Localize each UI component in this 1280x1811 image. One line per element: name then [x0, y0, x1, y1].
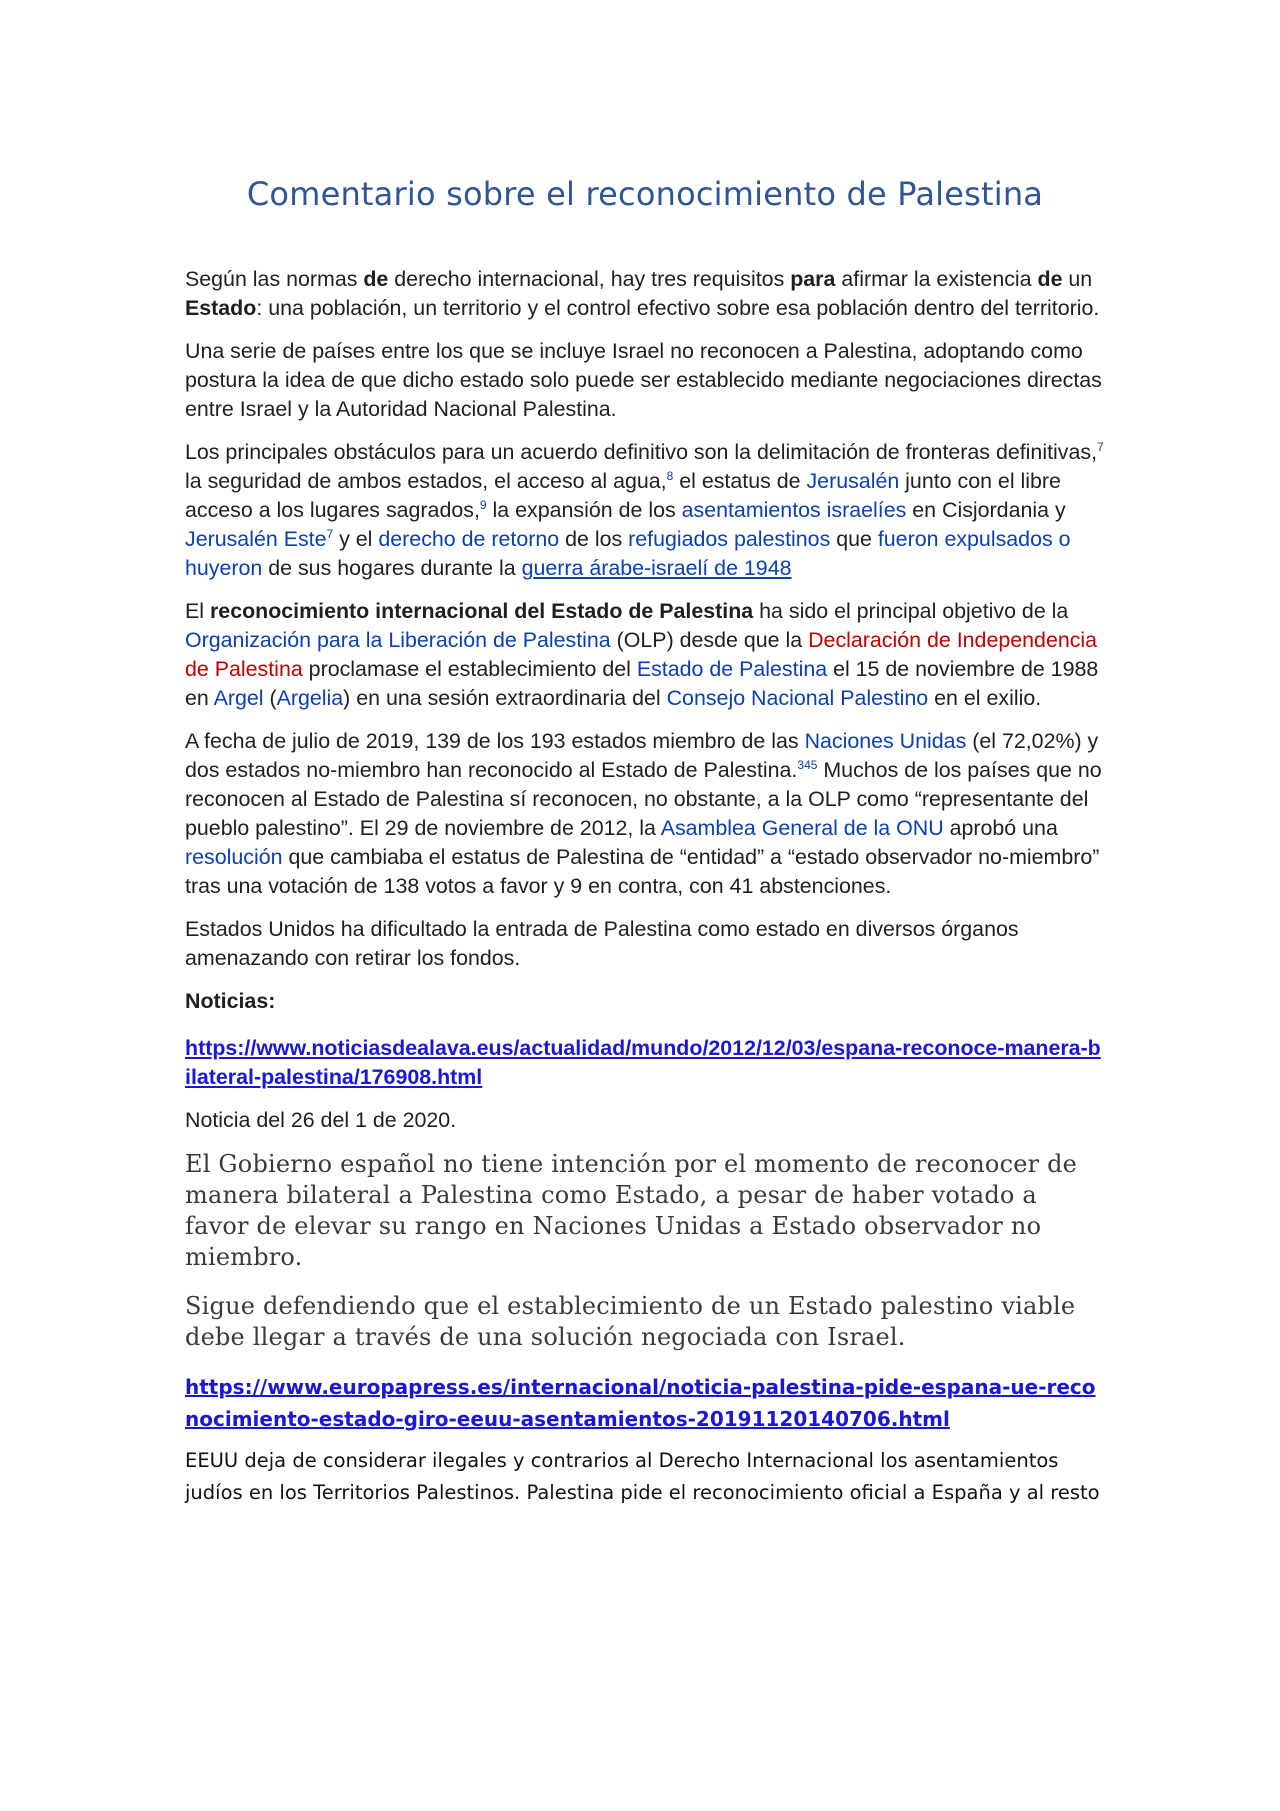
- link-resolucion[interactable]: resolución: [185, 845, 283, 869]
- paragraph-reconocimiento: [185, 597, 1105, 713]
- text: la seguridad de ambos estados, el acceso al agua,: [185, 469, 667, 493]
- text: en el exilio.: [928, 686, 1042, 710]
- bold-text: para: [790, 267, 836, 291]
- text: y el: [333, 527, 379, 551]
- news-link2-paragraph: [185, 1371, 1105, 1435]
- link-argelia[interactable]: Argelia: [276, 686, 344, 710]
- link-consejo-nacional[interactable]: Consejo Nacional Palestino: [666, 686, 929, 710]
- text: derecho internacional, hay tres requisitos: [388, 267, 791, 291]
- link-asentamientos[interactable]: asentamientos israelíes: [681, 498, 907, 522]
- text: aprobó una: [943, 816, 1058, 840]
- text: el 15 de noviembre de 1988 en: [185, 657, 1099, 710]
- text: Muchos de los países que no reconocen al Estado de Palestina sí reconocen, no obstante, a la OLP como “representante del pueblo palestino”. El 29 de noviembre de 2012, la: [185, 758, 1102, 840]
- text: Los principales obstáculos para un acuerdo definitivo son la delimitación de fronteras definitivas,: [185, 440, 1098, 464]
- link-estado-palestina[interactable]: Estado de Palestina: [636, 657, 828, 681]
- text: el estatus de: [673, 469, 807, 493]
- link-argel[interactable]: Argel: [213, 686, 264, 710]
- bold-text: reconocimiento internacional del Estado de Palestina: [209, 599, 754, 623]
- text: de sus hogares durante la: [262, 556, 522, 580]
- text: A fecha de julio de 2019, 139 de los 193 estados miembro de las: [185, 729, 805, 753]
- text: de los: [559, 527, 629, 551]
- bold-text: de: [363, 267, 389, 291]
- text: afirmar la existencia: [835, 267, 1038, 291]
- footnote-ref[interactable]: 7: [326, 526, 334, 541]
- link-naciones-unidas[interactable]: Naciones Unidas: [804, 729, 967, 753]
- bold-text: de: [1037, 267, 1063, 291]
- link-jerusalen-este[interactable]: Jerusalén Este: [185, 527, 327, 551]
- text: junto con el libre acceso a los lugares sagrados,: [185, 469, 1061, 522]
- paragraph-estados-unidos: Estados Unidos ha dificultado la entrada de Palestina como estado en diversos órganos amenazando con retirar los fondos.: [185, 917, 1019, 970]
- text: ha sido el principal objetivo de la: [753, 599, 1069, 623]
- text: en Cisjordania y: [906, 498, 1066, 522]
- link-olp[interactable]: Organización para la Liberación de Palestina: [185, 628, 611, 652]
- document-page: [185, 175, 1105, 1523]
- text: (el 72,02%) y dos estados no-miembro han reconocido al Estado de Palestina.: [185, 729, 1099, 782]
- footnote-ref[interactable]: 9: [479, 497, 487, 512]
- text: un: [1062, 267, 1093, 291]
- document-title: Comentario sobre el reconocimiento de Palestina: [246, 175, 1044, 213]
- text: (OLP) desde que la: [610, 628, 809, 652]
- link-declaracion-independencia[interactable]: Declaración de Independencia de Palestina: [185, 628, 1098, 681]
- link-asamblea-general[interactable]: Asamblea General de la ONU: [660, 816, 944, 840]
- link-refugiados[interactable]: refugiados palestinos: [628, 527, 831, 551]
- link-jerusalen[interactable]: Jerusalén: [806, 469, 900, 493]
- text: que: [830, 527, 878, 551]
- paragraph-naciones-unidas: [185, 727, 1105, 901]
- quote-gobierno: El Gobierno español no tiene intención por el momento de reconocer de manera bilateral a Palestina como Estado, a pesar de haber votado a favor de elevar su rango en Naciones Unidas a Estado observador no miembro.: [185, 1150, 1078, 1271]
- footnote-ref[interactable]: 8: [666, 468, 674, 483]
- link-derecho-retorno[interactable]: derecho de retorno: [378, 527, 560, 551]
- text: : una población, un territorio y el control efectivo sobre esa población dentro del territorio.: [256, 296, 1100, 320]
- paragraph-obstaculos: [185, 438, 1105, 583]
- news-link-paragraph: [185, 1034, 1105, 1092]
- footnote-ref[interactable]: 7: [1097, 439, 1104, 454]
- news-date: Noticia del 26 del 1 de 2020.: [185, 1108, 457, 1132]
- text: la expansión de los: [486, 498, 682, 522]
- text: que cambiaba el estatus de Palestina de “entidad” a “estado observador no-miembro” tras una votación de 138 votos a favor y 9 en contra, con 41 abstenciones.: [185, 845, 1100, 898]
- text: Según las normas: [185, 267, 364, 291]
- text: (: [263, 686, 277, 710]
- text: El: [185, 599, 210, 623]
- link-guerra-1948[interactable]: guerra árabe-israelí de 1948: [521, 556, 792, 580]
- quote-solucion: Sigue defendiendo que el establecimiento de un Estado palestino viable debe llegar a través de una solución negociada con Israel.: [185, 1292, 1076, 1351]
- link-expulsados[interactable]: fueron expulsados o huyeron: [185, 527, 1071, 580]
- paragraph-eeuu: EEUU deja de considerar ilegales y contrarios al Derecho Internacional los asentamientos judíos en los Territorios Palestinos. Palestina pide el reconocimiento oficial a España y al resto: [185, 1449, 1100, 1504]
- text: proclamase el establecimiento del: [302, 657, 637, 681]
- text: ) en una sesión extraordinaria del: [343, 686, 667, 710]
- paragraph-no-reconocen: Una serie de países entre los que se incluye Israel no reconocen a Palestina, adoptando como postura la idea de que dicho estado solo puede ser establecido mediante negociaciones directas entre Israel y la Autoridad Nacional Palestina.: [185, 339, 1102, 421]
- news-heading: Noticias:: [185, 989, 276, 1013]
- news-link-noticiasdealava[interactable]: https://www.noticiasdealava.eus/actualidad/mundo/2012/12/03/espana-reconoce-manera-bilateral-palestina/176908.html: [185, 1036, 1101, 1089]
- bold-text: Estado: [185, 296, 257, 320]
- paragraph-requisitos: [185, 265, 1105, 323]
- footnote-ref[interactable]: 345: [797, 757, 818, 772]
- news-link-europapress[interactable]: https://www.europapress.es/internacional/noticia-palestina-pide-espana-ue-reconocimiento-estado-giro-eeuu-asentamientos-20191120140706.html: [185, 1375, 1096, 1431]
